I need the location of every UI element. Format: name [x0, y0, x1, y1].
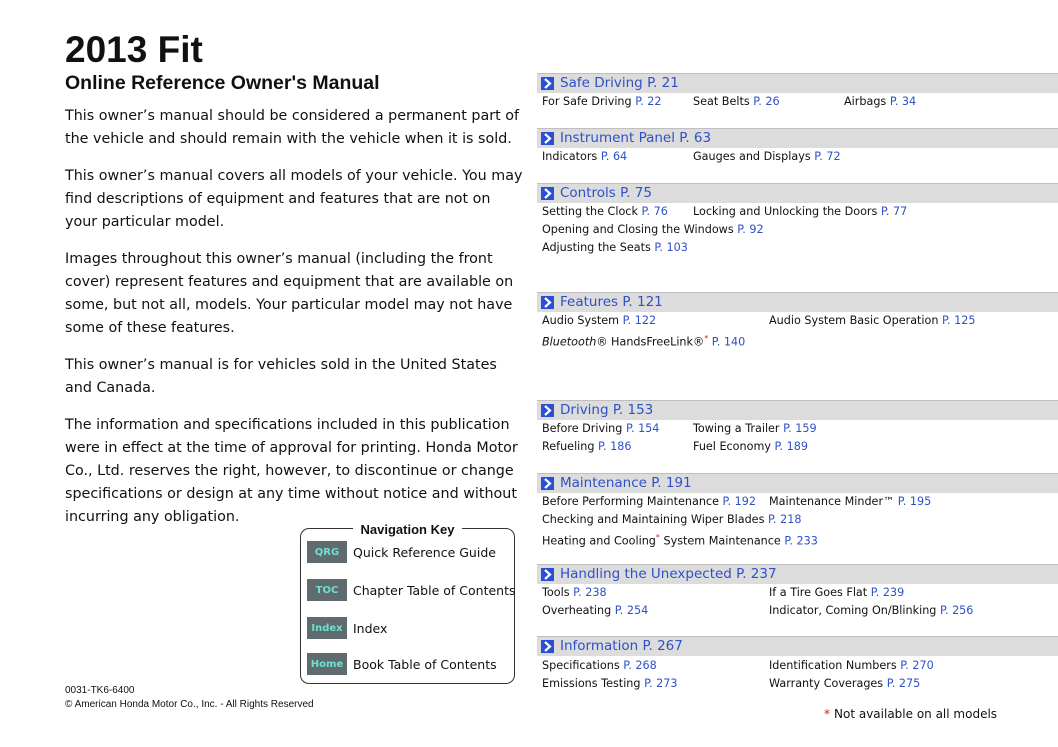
chevron-right-icon: [541, 187, 554, 200]
page-title: 2013 Fit: [65, 29, 203, 70]
toc-item[interactable]: Seat Belts P. 26: [693, 95, 780, 108]
section-page[interactable]: P. 153: [612, 402, 654, 418]
section-title: Controls: [560, 185, 616, 201]
nav-key-index-row[interactable]: [307, 617, 387, 639]
section-driving[interactable]: [537, 400, 1058, 420]
section-page[interactable]: P. 237: [736, 566, 777, 582]
toc-item[interactable]: Before Driving P. 154: [542, 422, 660, 435]
section-title: Safe Driving: [560, 75, 643, 91]
intro-paragraph-3: Images throughout this owner’s manual (including the front cover) represent features and equipment that are available on some, but not all, models. Your particular model may not have some of these features.: [65, 251, 514, 336]
toc-item[interactable]: Locking and Unlocking the Doors P. 77: [693, 205, 908, 218]
section-title: Maintenance: [560, 475, 647, 491]
intro-column: [65, 30, 525, 543]
copyright-notice: © American Honda Motor Co., Inc. - All Rights Reserved: [65, 699, 314, 710]
qrg-tag[interactable]: QRG: [307, 541, 347, 563]
section-controls[interactable]: [537, 183, 1058, 203]
nav-key-toc-row[interactable]: [307, 579, 516, 601]
chevron-right-icon: [541, 477, 554, 490]
section-page[interactable]: P. 267: [642, 638, 683, 654]
section-page[interactable]: P. 63: [679, 130, 712, 146]
asterisk-mark: *: [824, 707, 830, 721]
section-page[interactable]: P. 21: [647, 75, 679, 91]
toc-item[interactable]: Indicator, Coming On/Blinking P. 256: [769, 604, 974, 617]
chevron-right-icon: [541, 296, 554, 309]
section-title: Driving: [560, 402, 609, 418]
section-title: Instrument Panel: [560, 130, 675, 146]
nav-key-home-row[interactable]: [307, 653, 497, 675]
intro-paragraph-2: This owner’s manual covers all models of your vehicle. You may find descriptions of equipment and features that are not on your particular model.: [65, 168, 523, 230]
toc-item[interactable]: Setting the Clock P. 76: [542, 205, 668, 218]
section-page[interactable]: P. 191: [651, 475, 692, 491]
toc-item[interactable]: Indicators P. 64: [542, 150, 628, 163]
section-information[interactable]: [537, 636, 1058, 656]
toc-tag[interactable]: TOC: [307, 579, 347, 601]
availability-note-text: Not available on all models: [834, 707, 998, 721]
toc-item[interactable]: Checking and Maintaining Wiper Blades P. 218: [542, 513, 802, 526]
chevron-right-icon: [541, 132, 554, 145]
toc-item[interactable]: For Safe Driving P. 22: [542, 95, 662, 108]
section-title: Handling the Unexpected: [560, 566, 732, 582]
toc-item[interactable]: Warranty Coverages P. 275: [769, 677, 921, 690]
section-instrument-panel[interactable]: [537, 128, 1058, 148]
toc-item[interactable]: Audio System Basic Operation P. 125: [769, 314, 976, 327]
toc-item[interactable]: Adjusting the Seats P. 103: [542, 241, 688, 254]
toc-item[interactable]: Identification Numbers P. 270: [769, 659, 934, 672]
toc-item[interactable]: Gauges and Displays P. 72: [693, 150, 841, 163]
chevron-right-icon: [541, 640, 554, 653]
asterisk-mark: *: [704, 334, 709, 343]
nav-key-label-qrg: Quick Reference Guide: [353, 544, 496, 560]
asterisk-mark: *: [655, 533, 660, 542]
nav-key-label-toc: Chapter Table of Contents: [353, 582, 516, 598]
toc-item[interactable]: Bluetooth® HandsFreeLink®* P. 140: [542, 334, 746, 349]
page-subtitle: Online Reference Owner's Manual: [65, 72, 380, 94]
section-handling-the-unexpected[interactable]: [537, 564, 1058, 584]
toc-item[interactable]: Audio System P. 122: [542, 314, 657, 327]
document-footer: [65, 684, 314, 712]
toc-item[interactable]: Before Performing Maintenance P. 192: [542, 495, 756, 508]
section-title: Features: [560, 294, 619, 310]
toc-item[interactable]: Overheating P. 254: [542, 604, 649, 617]
toc-item[interactable]: Refueling P. 186: [542, 440, 632, 453]
home-tag[interactable]: Home: [307, 653, 347, 675]
toc-item[interactable]: Fuel Economy P. 189: [693, 440, 809, 453]
intro-paragraph-5: The information and specifications included in this publication were in effect at the time of approval for printing. Honda Motor Co., Ltd. reserves the right, however, to discontinue or change specifications or design at any time without notice and without incurring any obligation.: [65, 417, 518, 525]
section-page[interactable]: P. 121: [622, 294, 663, 310]
chevron-right-icon: [541, 77, 554, 90]
section-page[interactable]: P. 75: [620, 185, 652, 201]
toc-item[interactable]: Maintenance Minder™ P. 195: [769, 495, 932, 508]
toc-item[interactable]: Tools P. 238: [542, 586, 607, 599]
section-title: Information: [560, 638, 639, 654]
toc-item[interactable]: Emissions Testing P. 273: [542, 677, 678, 690]
section-safe-driving[interactable]: [537, 73, 1058, 93]
index-tag[interactable]: Index: [307, 617, 347, 639]
chevron-right-icon: [541, 404, 554, 417]
document-code: 0031-TK6-6400: [65, 685, 135, 696]
intro-paragraph-1: This owner’s manual should be considered a permanent part of the vehicle and should remain with the vehicle when it is sold.: [65, 108, 520, 147]
toc-item[interactable]: Opening and Closing the Windows P. 92: [542, 223, 764, 236]
nav-key-label-home: Book Table of Contents: [353, 656, 497, 672]
toc-item[interactable]: Specifications P. 268: [542, 659, 657, 672]
nav-key-qrg-row[interactable]: [307, 541, 496, 563]
section-features[interactable]: [537, 292, 1058, 312]
toc-item[interactable]: Heating and Cooling* System Maintenance P. 233: [542, 533, 818, 548]
toc-item[interactable]: Airbags P. 34: [844, 95, 917, 108]
toc-item[interactable]: Towing a Trailer P. 159: [693, 422, 817, 435]
nav-key-label-index: Index: [353, 620, 388, 636]
chevron-right-icon: [541, 568, 554, 581]
navigation-key: [300, 522, 516, 684]
section-maintenance[interactable]: [537, 473, 1058, 493]
availability-note: [824, 707, 997, 721]
navigation-key-title: Navigation Key: [353, 522, 463, 537]
toc-item[interactable]: If a Tire Goes Flat P. 239: [769, 586, 905, 599]
intro-paragraph-4: This owner’s manual is for vehicles sold in the United States and Canada.: [65, 357, 497, 396]
